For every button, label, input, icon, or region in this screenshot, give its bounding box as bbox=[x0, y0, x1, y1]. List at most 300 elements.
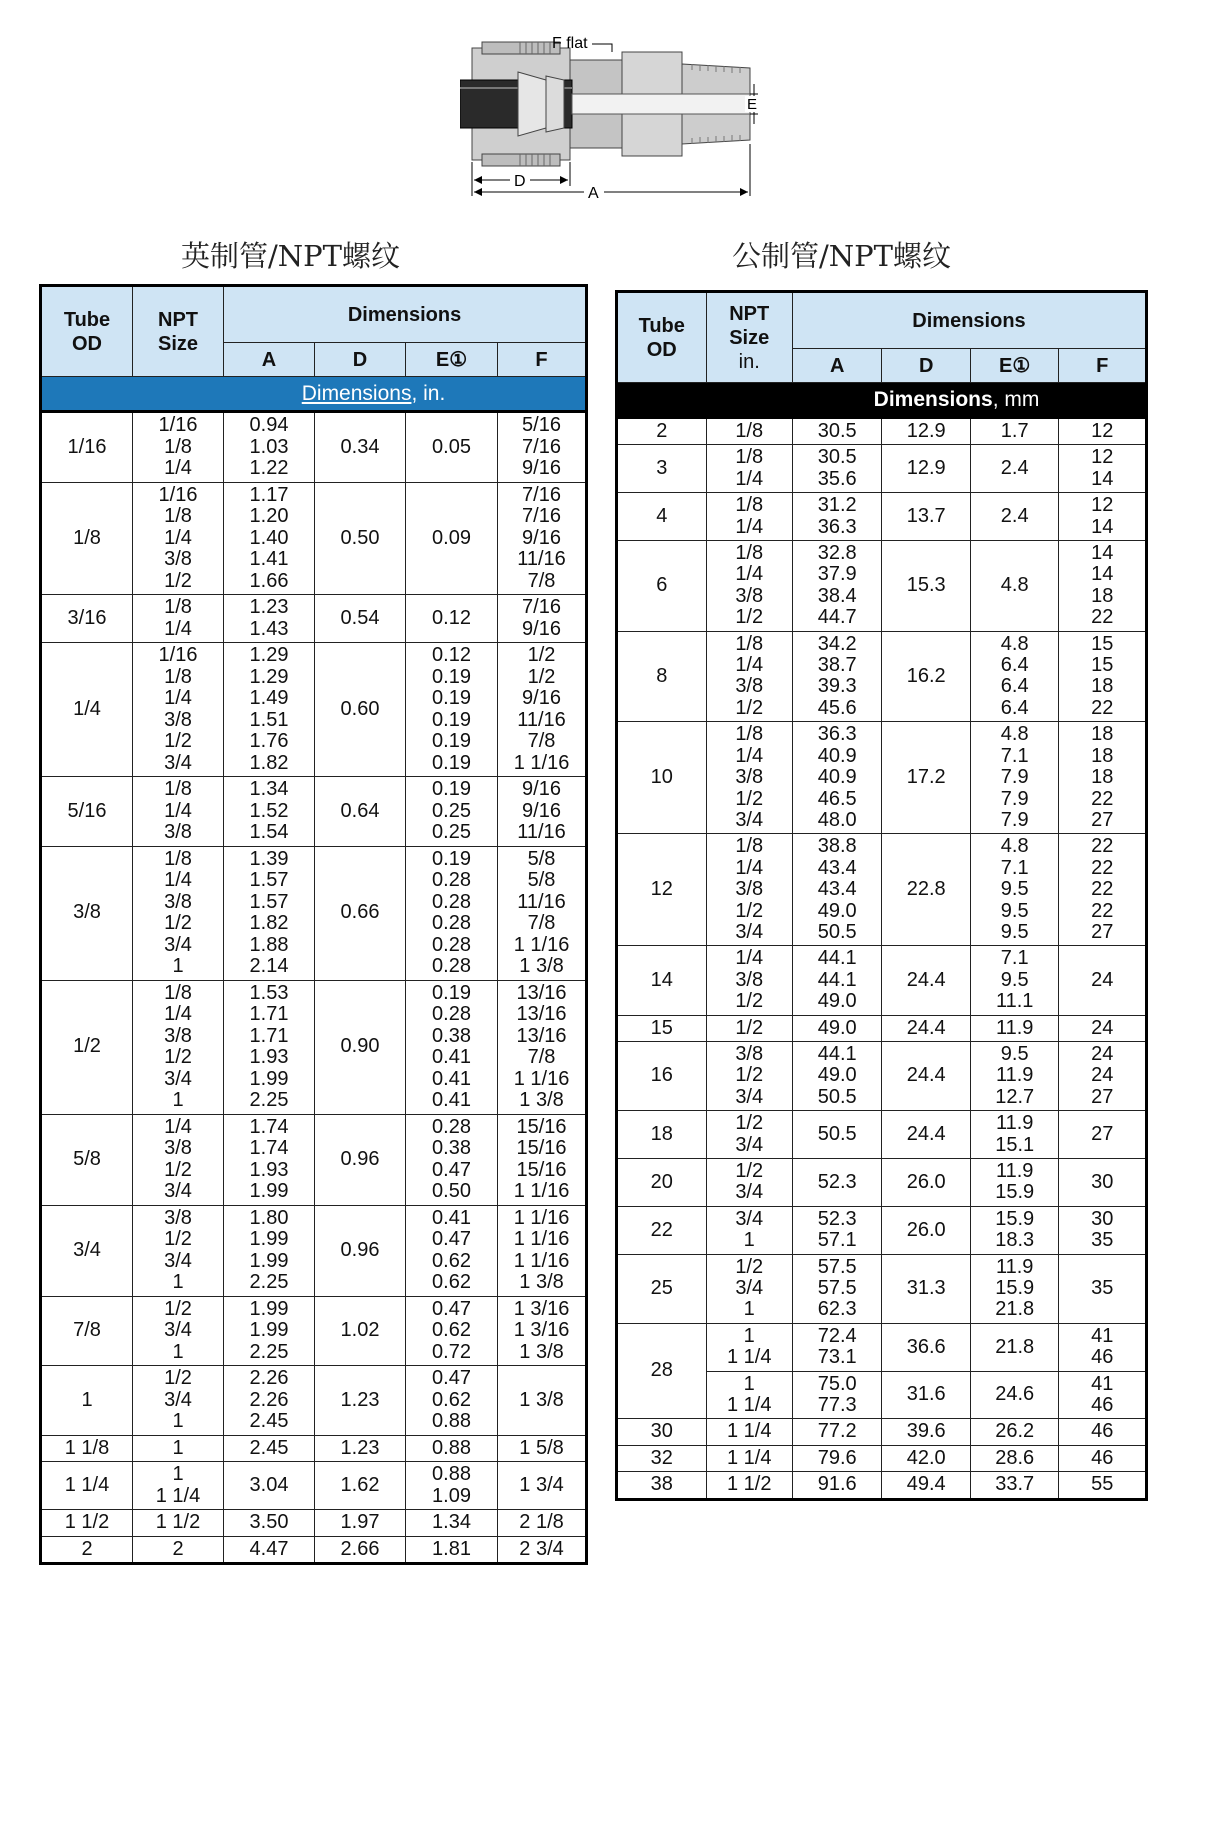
cell-value: 21.8 bbox=[995, 1335, 1035, 1358]
cell-value: 2.26 bbox=[249, 1388, 289, 1411]
table-row bbox=[617, 1015, 1147, 1041]
cell-e bbox=[970, 1445, 1058, 1471]
cell-tube: 16 bbox=[617, 1041, 707, 1110]
cell-value: 1/2 bbox=[735, 990, 764, 1013]
cell-value: 48.0 bbox=[817, 808, 857, 831]
cell-value: 0.19 bbox=[432, 751, 471, 774]
cell-value: 44.7 bbox=[817, 606, 857, 629]
cell-a bbox=[792, 1159, 882, 1207]
cell-e bbox=[406, 1510, 498, 1537]
cell-value: 0.62 bbox=[432, 1388, 471, 1411]
table-row bbox=[617, 722, 1147, 834]
cell-value: 1/4 bbox=[735, 947, 764, 970]
cell-a bbox=[224, 1205, 315, 1296]
cell-value: 26.0 bbox=[906, 1218, 946, 1241]
cell-value: 11.9 bbox=[995, 1112, 1034, 1135]
cell-value: 1 3/8 bbox=[519, 1271, 564, 1293]
cell-value: 18 bbox=[1091, 744, 1114, 767]
cell-npt bbox=[133, 643, 224, 777]
cell-value: 3/8 bbox=[735, 584, 764, 607]
cell-value: 57.1 bbox=[817, 1229, 857, 1252]
cell-value: 27 bbox=[1091, 920, 1114, 943]
cell-a bbox=[792, 1041, 882, 1110]
cell-value: 3/4 bbox=[735, 1277, 764, 1300]
cell-value: 11.1 bbox=[995, 990, 1034, 1013]
cell-value: 49.4 bbox=[906, 1473, 946, 1496]
cell-value: 7.1 bbox=[1000, 856, 1029, 879]
cell-f bbox=[1059, 834, 1147, 946]
cell-value: 9.5 bbox=[1000, 899, 1029, 922]
cell-value: 1/16 bbox=[158, 644, 198, 666]
table-row bbox=[617, 631, 1147, 722]
cell-tube: 1 1/2 bbox=[41, 1510, 133, 1537]
cell-a bbox=[224, 595, 315, 643]
cell-value: 0.62 bbox=[432, 1249, 471, 1272]
cell-value: 0.88 bbox=[432, 1436, 471, 1459]
cell-f bbox=[1059, 541, 1147, 632]
cell-value: 22 bbox=[1091, 899, 1114, 922]
cell-d bbox=[882, 418, 970, 445]
cell-value: 0.19 bbox=[432, 708, 471, 731]
cell-value: 35 bbox=[1091, 1277, 1114, 1300]
cell-value: 3/4 bbox=[164, 933, 192, 956]
cell-value: 30 bbox=[1091, 1170, 1114, 1193]
header-npt-size: NPT Size in. bbox=[706, 292, 792, 383]
cell-value: 0.41 bbox=[432, 1046, 471, 1068]
cell-value: 1.23 bbox=[340, 1436, 380, 1459]
cell-value: 3/4 bbox=[735, 1133, 764, 1156]
cell-value: 15/16 bbox=[516, 1115, 567, 1138]
cell-value: 1 1/16 bbox=[513, 933, 570, 956]
cell-value: 57.5 bbox=[817, 1277, 857, 1300]
cell-value: 18 bbox=[1091, 723, 1114, 746]
cell-npt bbox=[133, 1536, 224, 1564]
cell-value: 12 bbox=[1091, 420, 1114, 442]
table-row bbox=[41, 846, 587, 980]
cell-value: 1/2 bbox=[735, 1016, 764, 1039]
table-row bbox=[41, 412, 587, 483]
cell-a bbox=[224, 1296, 315, 1366]
cell-value: 1 1/16 bbox=[513, 1228, 570, 1250]
cell-npt bbox=[133, 1366, 224, 1436]
cell-value: 1 bbox=[172, 1089, 184, 1111]
cell-e bbox=[970, 1472, 1058, 1499]
cell-value: 1 1/4 bbox=[726, 1446, 772, 1469]
cell-e bbox=[970, 1159, 1058, 1207]
cell-value: 7/16 bbox=[522, 505, 561, 527]
cell-value: 44.1 bbox=[817, 947, 857, 970]
cell-value: 1 1/16 bbox=[513, 1180, 570, 1202]
cell-a bbox=[224, 1462, 315, 1510]
cell-value: 4.8 bbox=[1000, 574, 1029, 597]
cell-value: 46 bbox=[1091, 1420, 1114, 1443]
cell-value: 30.5 bbox=[817, 420, 857, 442]
cell-value: 1/4 bbox=[164, 687, 192, 709]
cell-value: 14 bbox=[1091, 542, 1114, 565]
cell-value: 27 bbox=[1091, 808, 1114, 831]
cell-value: 77.3 bbox=[817, 1394, 857, 1417]
cell-d bbox=[882, 541, 970, 632]
header-d: D bbox=[882, 349, 970, 383]
cell-f bbox=[1059, 1371, 1147, 1419]
cell-value: 22 bbox=[1091, 835, 1114, 858]
cell-f bbox=[1059, 1111, 1147, 1159]
cell-d bbox=[315, 1510, 406, 1537]
cell-value: 9/16 bbox=[522, 687, 561, 709]
cell-value: 13/16 bbox=[516, 1024, 567, 1047]
cell-value: 1/8 bbox=[164, 981, 192, 1004]
cell-value: 1/2 bbox=[735, 1160, 764, 1182]
cell-value: 1.97 bbox=[340, 1511, 380, 1533]
table-row bbox=[41, 1462, 587, 1510]
cell-f bbox=[1059, 445, 1147, 493]
cell-value: 5/8 bbox=[527, 869, 556, 891]
cell-value: 15.1 bbox=[995, 1133, 1035, 1156]
cell-tube: 8 bbox=[617, 631, 707, 722]
cell-d bbox=[882, 1159, 970, 1207]
cell-value: 31.6 bbox=[906, 1383, 946, 1406]
cell-tube: 10 bbox=[617, 722, 707, 834]
cell-value: 24 bbox=[1091, 1042, 1114, 1065]
cell-value: 30.5 bbox=[817, 446, 857, 469]
cell-value: 1/2 bbox=[164, 730, 192, 752]
cell-d bbox=[315, 980, 406, 1114]
cell-value: 0.41 bbox=[432, 1089, 471, 1111]
cell-e bbox=[970, 946, 1058, 1015]
cell-a bbox=[792, 493, 882, 541]
cell-a bbox=[224, 482, 315, 595]
cell-value: 1.43 bbox=[249, 617, 289, 640]
cell-value: 1.52 bbox=[249, 799, 289, 822]
cell-value: 36.6 bbox=[906, 1335, 946, 1358]
cell-value: 0.28 bbox=[432, 933, 471, 956]
cell-d bbox=[315, 1205, 406, 1296]
cell-value: 3/8 bbox=[164, 708, 192, 731]
cell-value: 33.7 bbox=[995, 1473, 1035, 1496]
cell-value: 0.25 bbox=[432, 799, 471, 822]
cell-tube: 20 bbox=[617, 1159, 707, 1207]
cell-value: 1.54 bbox=[249, 821, 289, 843]
cell-f bbox=[1059, 1159, 1147, 1207]
cell-value: 1.23 bbox=[249, 596, 289, 618]
cell-tube: 15 bbox=[617, 1015, 707, 1041]
cell-value: 0.62 bbox=[432, 1271, 471, 1293]
cell-npt bbox=[706, 445, 792, 493]
cell-value: 1/2 bbox=[164, 1158, 192, 1181]
cell-value: 1 1/4 bbox=[726, 1420, 772, 1443]
cell-e bbox=[406, 1205, 498, 1296]
cell-e bbox=[406, 1366, 498, 1436]
table-row bbox=[617, 1206, 1147, 1254]
cell-value: 45.6 bbox=[817, 696, 857, 719]
cell-value: 1/8 bbox=[164, 847, 192, 870]
cell-value: 36.3 bbox=[817, 723, 857, 746]
header-dimensions: Dimensions bbox=[792, 292, 1146, 349]
cell-e bbox=[406, 1462, 498, 1510]
cell-value: 1 bbox=[172, 1436, 184, 1459]
cell-npt bbox=[133, 1114, 224, 1205]
cell-value: 1/4 bbox=[735, 654, 764, 677]
cell-value: 21.8 bbox=[995, 1298, 1035, 1321]
cell-value: 1/4 bbox=[164, 799, 192, 822]
cell-value: 18 bbox=[1091, 584, 1114, 607]
cell-value: 46 bbox=[1091, 1446, 1114, 1469]
cell-d bbox=[882, 946, 970, 1015]
cell-value: 0.05 bbox=[432, 435, 471, 458]
cell-value: 1 bbox=[172, 1410, 184, 1432]
cell-value: 43.4 bbox=[817, 856, 857, 879]
cell-f bbox=[498, 777, 587, 847]
cell-value: 24 bbox=[1091, 1064, 1114, 1087]
cell-value: 41 bbox=[1091, 1324, 1114, 1347]
cell-npt bbox=[133, 777, 224, 847]
cell-npt bbox=[706, 1371, 792, 1419]
cell-tube: 3/8 bbox=[41, 846, 133, 980]
cell-d bbox=[882, 445, 970, 493]
cell-value: 7.9 bbox=[1000, 808, 1029, 831]
cell-value: 3/4 bbox=[735, 1207, 764, 1230]
cell-e bbox=[406, 980, 498, 1114]
cell-value: 24.4 bbox=[906, 1016, 946, 1039]
cell-value: 1/8 bbox=[164, 778, 192, 800]
cell-value: 12 bbox=[1091, 446, 1114, 469]
cell-tube: 1/8 bbox=[41, 482, 133, 595]
cell-a bbox=[792, 1445, 882, 1471]
cell-value: 24.4 bbox=[906, 1064, 946, 1087]
cell-value: 0.54 bbox=[340, 606, 380, 629]
cell-value: 22 bbox=[1091, 606, 1114, 629]
cell-e bbox=[406, 595, 498, 643]
cell-value: 1/4 bbox=[164, 869, 192, 891]
cell-value: 5/8 bbox=[527, 847, 556, 870]
cell-a bbox=[792, 541, 882, 632]
cell-value: 3/4 bbox=[735, 1085, 764, 1108]
cell-value: 9.5 bbox=[1000, 1042, 1029, 1065]
cell-value: 0.88 bbox=[432, 1463, 471, 1485]
cell-value: 1.20 bbox=[249, 505, 289, 527]
table-row bbox=[617, 1111, 1147, 1159]
cell-f bbox=[498, 482, 587, 595]
cell-value: 1/4 bbox=[164, 617, 192, 640]
cell-tube: 1/16 bbox=[41, 412, 133, 483]
cell-value: 39.3 bbox=[817, 675, 857, 698]
header-e: E① bbox=[970, 349, 1058, 383]
cell-npt bbox=[706, 1254, 792, 1323]
cell-value: 11.9 bbox=[995, 1016, 1034, 1039]
cell-value: 38.4 bbox=[817, 584, 857, 607]
cell-value: 7/8 bbox=[527, 569, 556, 592]
cell-value: 1/2 bbox=[735, 606, 764, 629]
cell-tube: 18 bbox=[617, 1111, 707, 1159]
table-row bbox=[617, 1159, 1147, 1207]
cell-value: 0.72 bbox=[432, 1340, 471, 1363]
cell-npt bbox=[706, 1041, 792, 1110]
cell-npt bbox=[706, 1206, 792, 1254]
metric-dimensions-table bbox=[615, 290, 1148, 1501]
cell-value: 24.6 bbox=[995, 1383, 1035, 1406]
cell-value: 0.25 bbox=[432, 821, 471, 843]
cell-f bbox=[498, 846, 587, 980]
cell-value: 2 3/4 bbox=[519, 1537, 564, 1560]
cell-value: 15.9 bbox=[995, 1181, 1035, 1204]
header-f: F bbox=[498, 343, 587, 377]
cell-value: 0.64 bbox=[340, 799, 380, 822]
cell-value: 7.1 bbox=[1000, 947, 1029, 970]
cell-value: 34.2 bbox=[817, 632, 857, 655]
cell-value: 32.8 bbox=[817, 542, 857, 565]
cell-value: 1/8 bbox=[735, 446, 764, 469]
cell-value: 1 1/4 bbox=[155, 1484, 201, 1507]
cell-value: 11/16 bbox=[517, 708, 566, 731]
cell-value: 3/4 bbox=[164, 1388, 192, 1411]
cell-value: 1.82 bbox=[249, 751, 289, 774]
cell-value: 1/8 bbox=[164, 665, 192, 688]
cell-f bbox=[1059, 493, 1147, 541]
cell-tube: 38 bbox=[617, 1472, 707, 1499]
cell-d bbox=[882, 1419, 970, 1445]
cell-a bbox=[224, 643, 315, 777]
cell-value: 1/8 bbox=[735, 542, 764, 565]
cell-value: 4.47 bbox=[249, 1537, 289, 1560]
cell-value: 3/8 bbox=[164, 1137, 192, 1159]
cell-a bbox=[792, 1015, 882, 1041]
cell-value: 24 bbox=[1091, 1016, 1114, 1039]
cell-value: 1/4 bbox=[735, 744, 764, 767]
cell-value: 6.4 bbox=[1000, 696, 1029, 719]
cell-a bbox=[224, 412, 315, 483]
cell-value: 16.2 bbox=[906, 664, 946, 687]
cell-value: 1/4 bbox=[735, 515, 764, 538]
cell-value: 7/8 bbox=[527, 730, 556, 752]
table-row bbox=[41, 777, 587, 847]
cell-value: 15 bbox=[1091, 632, 1114, 655]
cell-value: 36.3 bbox=[817, 515, 857, 538]
cell-value: 1.17 bbox=[249, 483, 289, 506]
cell-value: 30 bbox=[1091, 1207, 1114, 1230]
cell-f bbox=[498, 412, 587, 483]
cell-value: 0.28 bbox=[432, 955, 471, 977]
cell-value: 1.23 bbox=[340, 1388, 380, 1411]
cell-value: 1/4 bbox=[164, 1115, 192, 1138]
cell-value: 1 3/8 bbox=[519, 1340, 564, 1363]
cell-value: 9/16 bbox=[522, 778, 561, 800]
cell-value: 9.5 bbox=[1000, 878, 1029, 901]
cell-value: 0.28 bbox=[432, 890, 471, 913]
cell-value: 1/2 bbox=[164, 1297, 192, 1320]
cell-value: 1.51 bbox=[249, 708, 289, 731]
cell-value: 18 bbox=[1091, 766, 1114, 789]
cell-value: 1 bbox=[172, 1271, 184, 1293]
cell-value: 39.6 bbox=[906, 1420, 946, 1443]
cell-value: 1.40 bbox=[249, 526, 289, 549]
cell-value: 44.1 bbox=[817, 968, 857, 991]
cell-value: 2.45 bbox=[249, 1436, 289, 1459]
cell-d bbox=[882, 1111, 970, 1159]
cell-tube: 3 bbox=[617, 445, 707, 493]
cell-e bbox=[970, 1041, 1058, 1110]
cell-e bbox=[406, 412, 498, 483]
cell-a bbox=[224, 980, 315, 1114]
cell-value: 1/8 bbox=[735, 494, 764, 517]
cell-f bbox=[1059, 1472, 1147, 1499]
fitting-diagram bbox=[460, 14, 760, 204]
cell-value: 1/4 bbox=[735, 563, 764, 586]
cell-tube: 1 bbox=[41, 1366, 133, 1436]
cell-value: 1.03 bbox=[249, 435, 289, 458]
cell-value: 2.45 bbox=[249, 1410, 289, 1432]
cell-value: 1.82 bbox=[249, 912, 289, 934]
table-row bbox=[41, 1510, 587, 1537]
cell-e bbox=[406, 1296, 498, 1366]
header-tube-od: Tube OD bbox=[41, 286, 133, 377]
cell-value: 3/8 bbox=[735, 766, 764, 789]
cell-value: 22 bbox=[1091, 696, 1114, 719]
cell-tube: 1 1/4 bbox=[41, 1462, 133, 1510]
cell-value: 1/2 bbox=[735, 696, 764, 719]
cell-value: 79.6 bbox=[817, 1446, 857, 1469]
cell-value: 3/8 bbox=[735, 1042, 764, 1065]
cell-value: 0.28 bbox=[432, 869, 471, 891]
cell-d bbox=[315, 1462, 406, 1510]
cell-tube: 2 bbox=[41, 1536, 133, 1564]
cell-value: 77.2 bbox=[817, 1420, 857, 1443]
cell-f bbox=[1059, 1323, 1147, 1371]
cell-npt bbox=[706, 722, 792, 834]
cell-value: 1.74 bbox=[249, 1115, 289, 1138]
cell-value: 1 3/16 bbox=[513, 1297, 570, 1320]
cell-a bbox=[792, 445, 882, 493]
cell-d bbox=[882, 631, 970, 722]
cell-value: 50.5 bbox=[817, 1085, 857, 1108]
cell-value: 1/2 bbox=[527, 665, 556, 688]
cell-value: 2.25 bbox=[249, 1271, 289, 1293]
cell-f bbox=[498, 595, 587, 643]
cell-npt bbox=[133, 412, 224, 483]
cell-a bbox=[224, 1435, 315, 1462]
cell-value: 3/8 bbox=[164, 1206, 192, 1229]
table-row bbox=[41, 643, 587, 777]
cell-a bbox=[792, 1254, 882, 1323]
cell-value: 1.62 bbox=[340, 1473, 380, 1496]
cell-value: 6.4 bbox=[1000, 675, 1029, 698]
cell-value: 0.50 bbox=[432, 1180, 471, 1202]
cell-npt bbox=[706, 1472, 792, 1499]
cell-value: 1 bbox=[743, 1229, 755, 1252]
cell-value: 7.1 bbox=[1000, 744, 1029, 767]
cell-d bbox=[882, 1015, 970, 1041]
cell-value: 1/2 bbox=[164, 1228, 192, 1250]
cell-a bbox=[224, 1536, 315, 1564]
cell-value: 1/2 bbox=[527, 644, 556, 666]
metric-table-title: 公制管/NPT螺纹 bbox=[732, 239, 952, 273]
cell-f bbox=[1059, 1254, 1147, 1323]
cell-value: 2.25 bbox=[249, 1089, 289, 1111]
cell-a bbox=[224, 1366, 315, 1436]
cell-value: 1.88 bbox=[249, 933, 289, 956]
header-npt-size: NPT Size bbox=[133, 286, 224, 377]
label-f-flat: F flat bbox=[552, 35, 588, 52]
cell-value: 4.8 bbox=[1000, 835, 1029, 858]
cell-tube: 3/16 bbox=[41, 595, 133, 643]
cell-f bbox=[498, 1462, 587, 1510]
cell-value: 7.9 bbox=[1000, 766, 1029, 789]
cell-f bbox=[1059, 1419, 1147, 1445]
cell-value: 50.5 bbox=[817, 920, 857, 943]
cell-f bbox=[498, 1296, 587, 1366]
cell-e bbox=[970, 1206, 1058, 1254]
cell-value: 1/2 bbox=[164, 1046, 192, 1068]
cell-d bbox=[882, 1472, 970, 1499]
